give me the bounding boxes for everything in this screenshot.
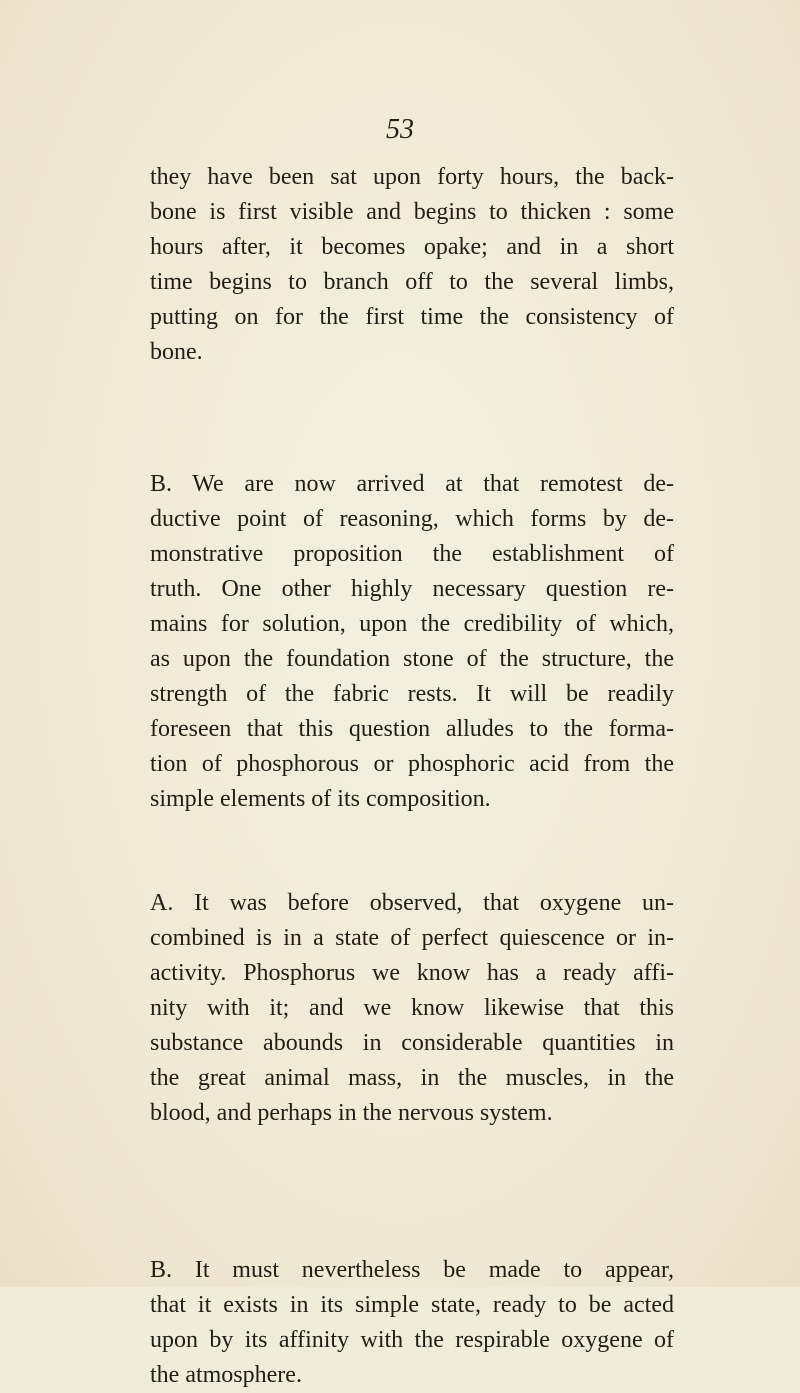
paragraph-2: [150, 467, 674, 817]
text-line: simple elements of its composition.: [150, 786, 491, 812]
text-line: B. We are now arrived at that remotest de-: [150, 471, 674, 497]
text-line: tion of phosphorous or phosphoric acid from the: [150, 751, 674, 777]
text-line: bone.: [150, 339, 203, 365]
text-line: putting on for the first time the consistency of: [150, 304, 674, 330]
text-line: A. It was before observed, that oxygene un-: [150, 890, 674, 916]
paragraph-3: [150, 886, 674, 1131]
text-line: strength of the fabric rests. It will be readily: [150, 681, 674, 707]
text-line: upon by its affinity with the respirable oxygene of: [150, 1327, 674, 1353]
text-line: activity. Phosphorus we know has a ready affi-: [150, 960, 674, 986]
text-line: that it exists in its simple state, ready to be acted: [150, 1292, 674, 1318]
text-line: B. It must nevertheless be made to appear,: [150, 1257, 674, 1283]
paragraph-1: [150, 160, 674, 370]
text-line: ductive point of reasoning, which forms by de-: [150, 506, 674, 532]
text-line: the atmosphere.: [150, 1362, 302, 1388]
page-number: 53: [386, 114, 414, 145]
text-line: time begins to branch off to the several limbs,: [150, 269, 674, 295]
text-line: as upon the foundation stone of the structure, the: [150, 646, 674, 672]
text-line: monstrative proposition the establishment of: [150, 541, 674, 567]
text-line: truth. One other highly necessary question re-: [150, 576, 674, 602]
text-line: nity with it; and we know likewise that this: [150, 995, 674, 1021]
text-line: mains for solution, upon the credibility of which,: [150, 611, 674, 637]
text-line: combined is in a state of perfect quiescence or in-: [150, 925, 674, 951]
text-line: the great animal mass, in the muscles, in the: [150, 1065, 674, 1091]
text-line: foreseen that this question alludes to the forma-: [150, 716, 674, 742]
paragraph-4: [150, 1253, 674, 1393]
text-line: blood, and perhaps in the nervous system.: [150, 1100, 553, 1126]
text-line: bone is first visible and begins to thicken : some: [150, 199, 674, 225]
text-line: they have been sat upon forty hours, the back-: [150, 164, 674, 190]
text-line: hours after, it becomes opake; and in a short: [150, 234, 674, 260]
text-line: substance abounds in considerable quantities in: [150, 1030, 674, 1056]
